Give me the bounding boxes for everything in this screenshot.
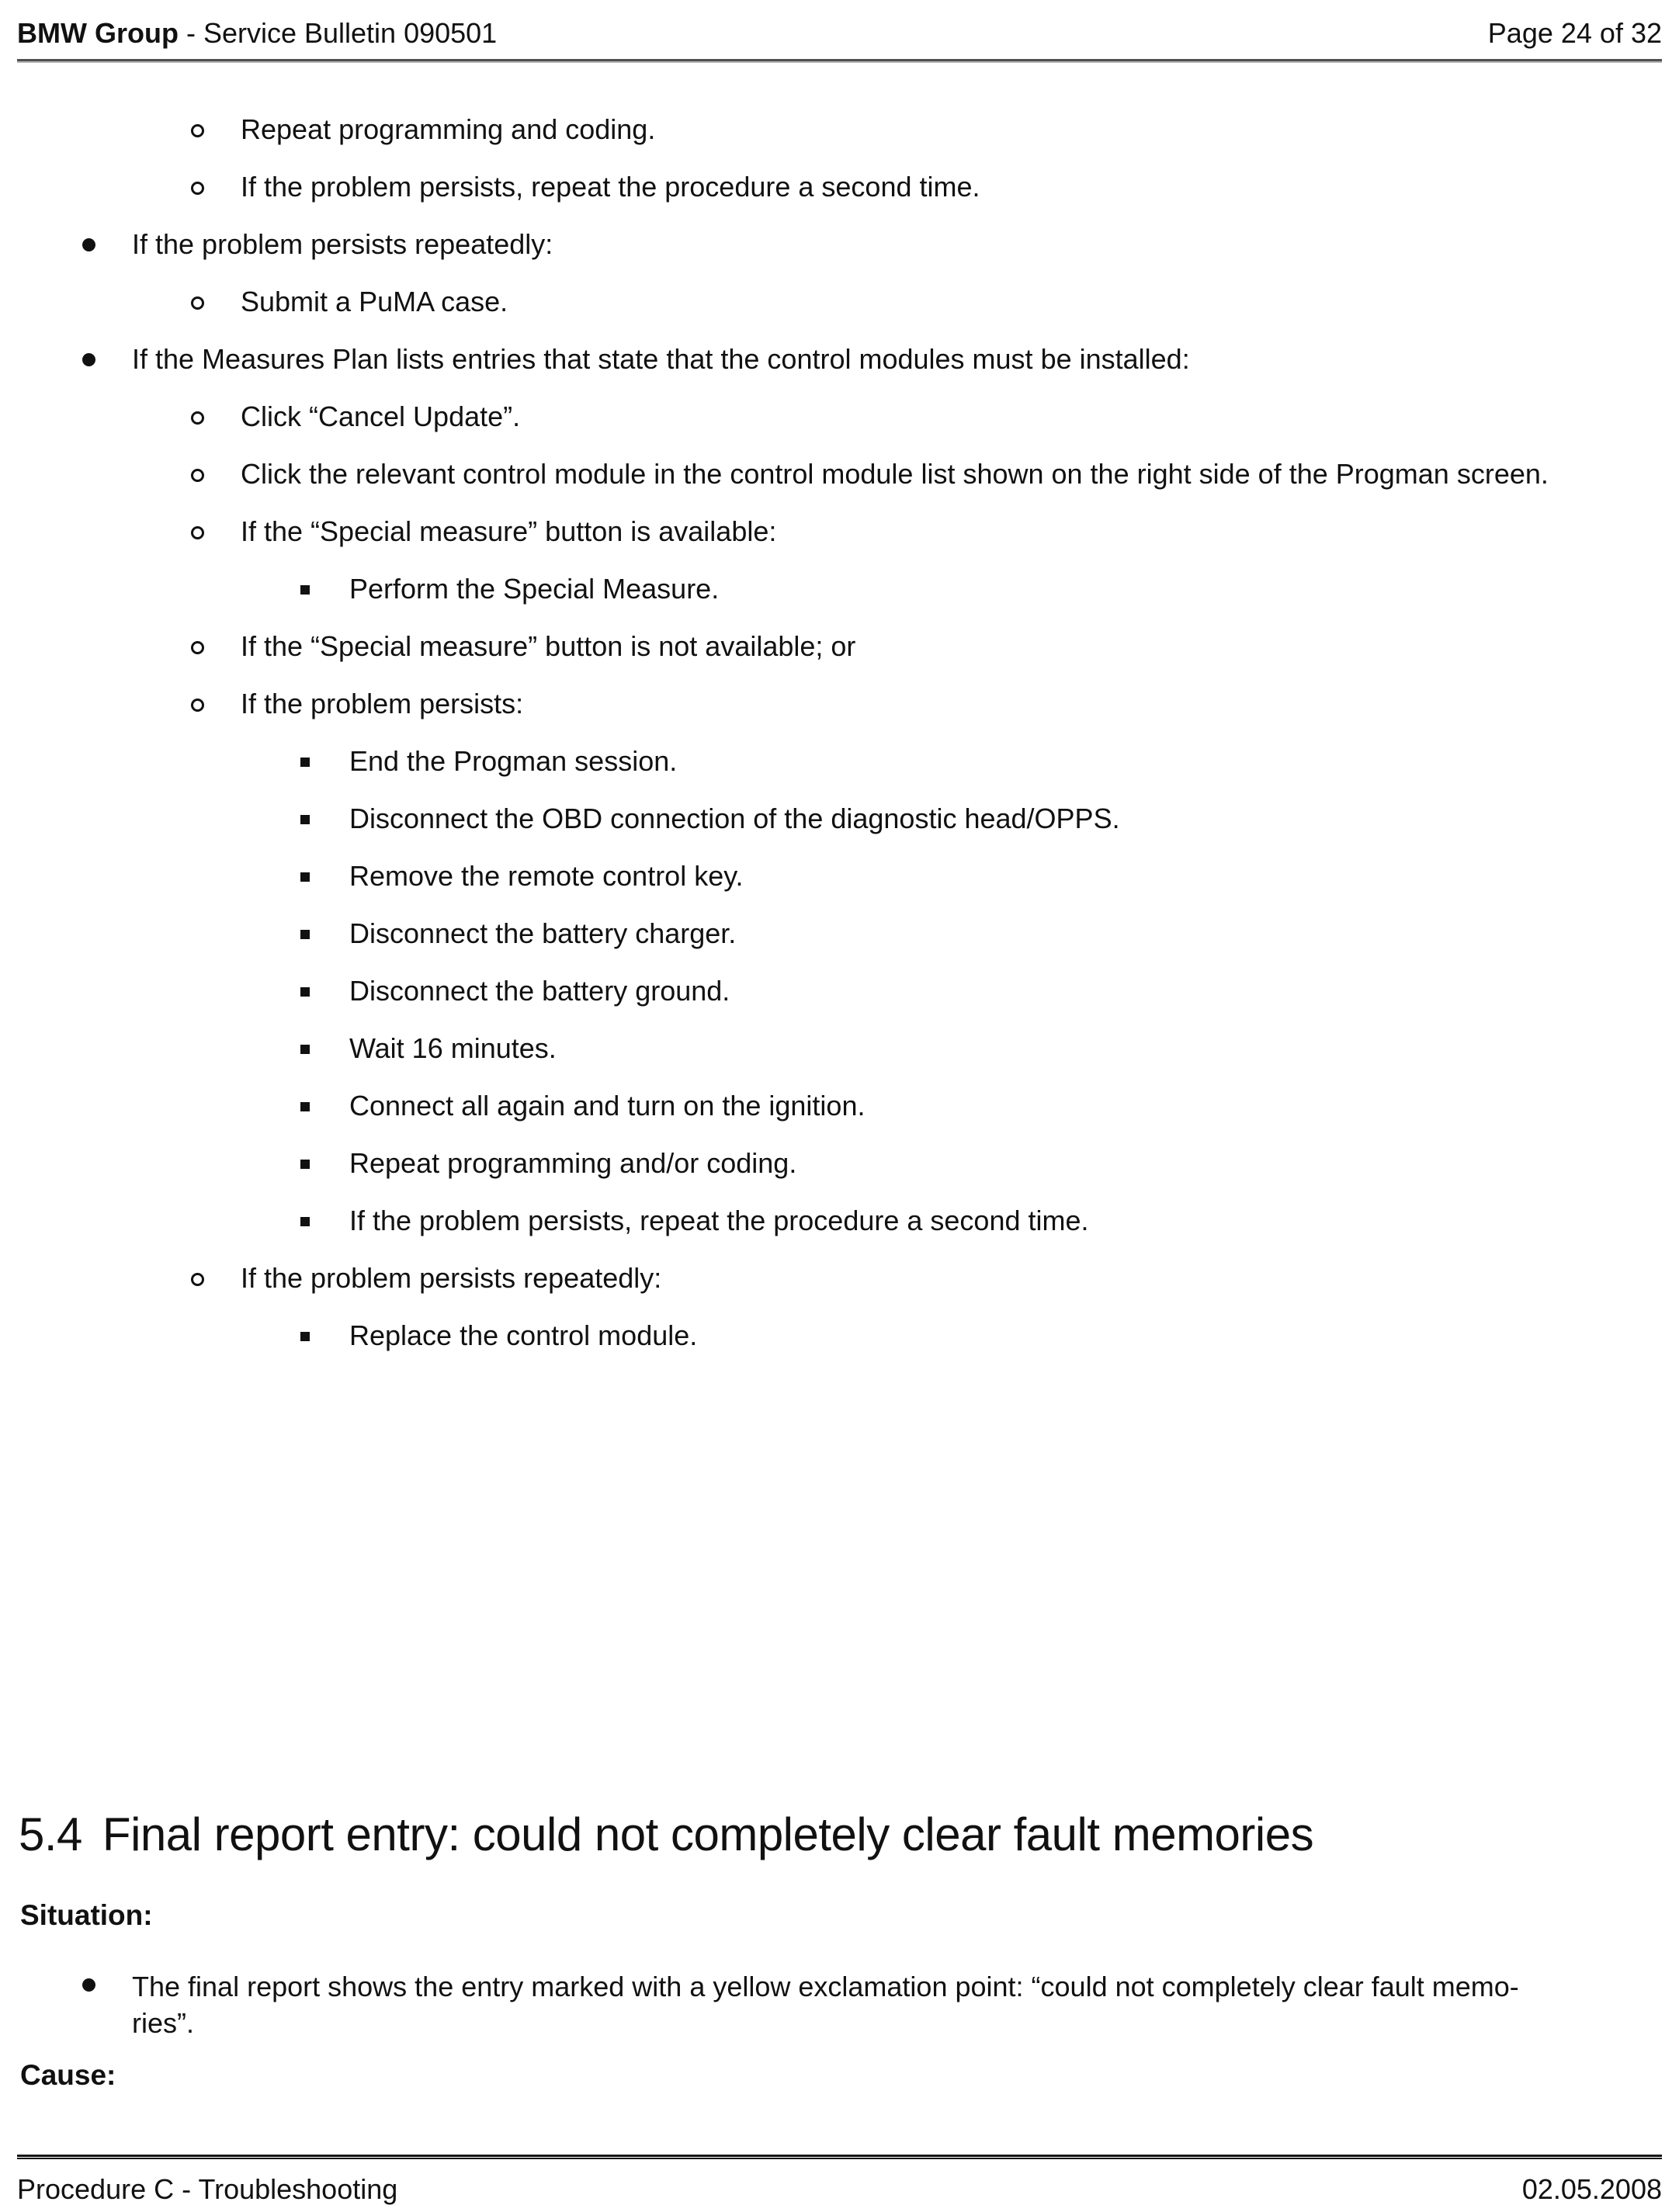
- list-item-text: Perform the Special Measure.: [349, 573, 720, 605]
- list-item: [0, 1090, 1662, 1122]
- list-item: [0, 630, 1662, 663]
- section-title: Final report entry: could not completely clear fault memories: [102, 1808, 1314, 1860]
- list-item: [0, 343, 1662, 376]
- bullet-square-icon: [300, 1102, 310, 1111]
- page-footer: [17, 2173, 1662, 2206]
- list-item: [0, 458, 1662, 491]
- list-item: [0, 113, 1662, 146]
- bullet-square-icon: [300, 987, 310, 997]
- situation-text: [0, 1968, 1662, 2041]
- bullet-square-icon: [300, 872, 310, 882]
- list-item: [0, 1205, 1662, 1237]
- bullet-circle-icon: [191, 641, 204, 654]
- document-title: [17, 17, 497, 50]
- bullet-square-icon: [300, 1160, 310, 1169]
- list-item-text: If the problem persists, repeat the procedure a second time.: [349, 1205, 1089, 1236]
- bullet-circle-icon: [191, 296, 204, 310]
- section-number: 5.4: [19, 1808, 82, 1860]
- list-item: [0, 745, 1662, 778]
- section-heading: [19, 1808, 1660, 1861]
- bullet-disc-icon: [82, 353, 95, 366]
- list-item-text: If the “Special measure” button is available:: [241, 515, 777, 547]
- list-item-text: Connect all again and turn on the ignition.: [349, 1090, 866, 1122]
- list-item-text: End the Progman session.: [349, 745, 678, 777]
- list-item: [0, 917, 1662, 950]
- situation-text-line1: The final report shows the entry marked with a yellow exclamation point: “could not completely clear fault memo-: [132, 1971, 1519, 2002]
- bullet-square-icon: [300, 1045, 310, 1054]
- document-subtitle: - Service Bulletin 090501: [178, 17, 498, 49]
- brand-name: BMW Group: [17, 17, 179, 49]
- list-item-text: Disconnect the battery charger.: [349, 917, 737, 949]
- bullet-circle-icon: [191, 699, 204, 712]
- list-item-text: If the problem persists:: [241, 688, 524, 719]
- list-item: [0, 400, 1662, 433]
- list-item-text: If the problem persists, repeat the procedure a second time.: [241, 171, 980, 203]
- bullet-square-icon: [300, 930, 310, 939]
- list-item-text: If the “Special measure” button is not available; or: [241, 630, 856, 662]
- list-item-text: If the Measures Plan lists entries that state that the control modules must be installed:: [132, 343, 1190, 375]
- header-divider: [17, 59, 1662, 63]
- bullet-circle-icon: [191, 411, 204, 425]
- list-item-text: Click the relevant control module in the control module list shown on the right side of the Progman screen.: [241, 458, 1549, 490]
- footer-divider: [17, 2155, 1662, 2159]
- situation-bullet: [0, 1968, 1662, 2041]
- list-item: [0, 1032, 1662, 1065]
- list-item-text: Wait 16 minutes.: [349, 1032, 557, 1064]
- bullet-disc-icon: [82, 1978, 95, 1992]
- list-item: [0, 975, 1662, 1007]
- bullet-square-icon: [300, 1217, 310, 1226]
- list-item-text: Remove the remote control key.: [349, 860, 744, 892]
- bullet-circle-icon: [191, 469, 204, 482]
- bullet-circle-icon: [191, 124, 204, 137]
- list-item-text: Repeat programming and coding.: [241, 113, 656, 145]
- bullet-square-icon: [300, 1332, 310, 1341]
- list-item-text: Repeat programming and/or coding.: [349, 1147, 797, 1179]
- list-item: [0, 860, 1662, 893]
- situation-text-line2: ries”.: [132, 2007, 194, 2039]
- list-item-text: If the problem persists repeatedly:: [132, 228, 553, 260]
- list-item: [0, 515, 1662, 548]
- bullet-circle-icon: [191, 182, 204, 195]
- situation-label: Situation:: [20, 1899, 153, 1931]
- list-item-text: Click “Cancel Update”.: [241, 400, 521, 432]
- list-item: [0, 228, 1662, 261]
- footer-date: 02.05.2008: [1521, 2173, 1662, 2205]
- list-item: [0, 1147, 1662, 1180]
- list-item-text: If the problem persists repeatedly:: [241, 1262, 662, 1294]
- bullet-disc-icon: [82, 238, 95, 251]
- page-header: [17, 17, 1662, 50]
- list-item: [0, 688, 1662, 720]
- procedure-list: [0, 113, 1662, 1377]
- list-item-text: Replace the control module.: [349, 1319, 698, 1351]
- bullet-square-icon: [300, 758, 310, 767]
- bullet-square-icon: [300, 815, 310, 824]
- bullet-circle-icon: [191, 1273, 204, 1286]
- footer-left-text: Procedure C - Troubleshooting: [17, 2173, 398, 2205]
- page-indicator: Page 24 of 32: [1487, 17, 1662, 49]
- list-item-text: Submit a PuMA case.: [241, 286, 508, 317]
- list-item-text: Disconnect the OBD connection of the diagnostic head/OPPS.: [349, 803, 1120, 834]
- list-item: [0, 286, 1662, 318]
- bullet-square-icon: [300, 585, 310, 595]
- list-item: [0, 171, 1662, 203]
- bullet-circle-icon: [191, 526, 204, 539]
- list-item-text: Disconnect the battery ground.: [349, 975, 730, 1007]
- list-item: [0, 803, 1662, 835]
- list-item: [0, 1262, 1662, 1295]
- cause-label: Cause:: [20, 2059, 116, 2091]
- list-item: [0, 1319, 1662, 1352]
- list-item: [0, 573, 1662, 605]
